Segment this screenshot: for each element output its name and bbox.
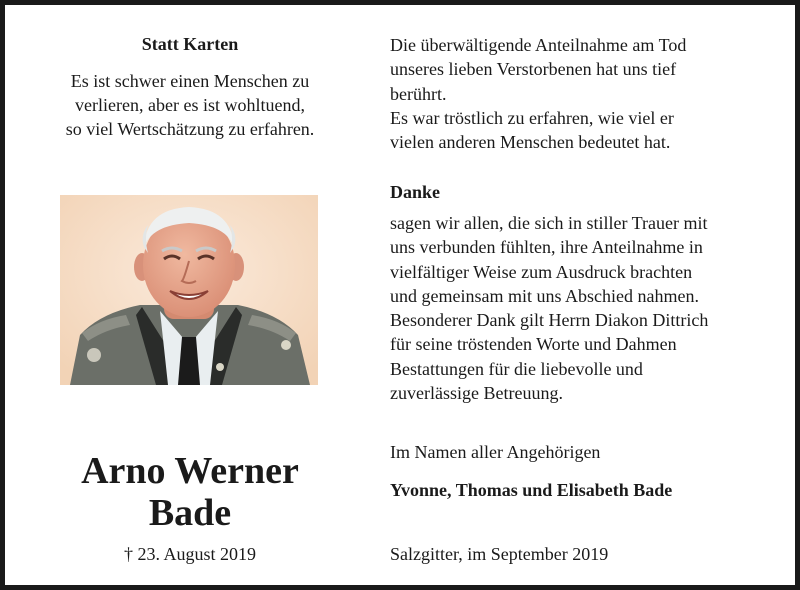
- deceased-name: [45, 450, 335, 534]
- sentence-line: verlieren, aber es ist wohltuend,: [75, 95, 305, 115]
- paragraph-line: und gemeinsam mit uns Abschied nahmen.: [390, 285, 699, 306]
- place-date: Salzgitter, im September 2019: [390, 544, 609, 564]
- paragraph-line: vielfältiger Weise zum Ausdruck brachten: [390, 261, 693, 282]
- gratitude-paragraph: [390, 33, 686, 154]
- thanks-heading: Danke: [390, 182, 441, 202]
- paragraph-line: Es war tröstlich zu erfahren, wie viel er: [390, 107, 674, 128]
- paragraph-line: Besonderer Dank gilt Herrn Diakon Dittrich: [390, 310, 709, 331]
- portrait-illustration: [60, 195, 318, 385]
- paragraph-line: sagen wir allen, die sich in stiller Trauer mit: [390, 213, 708, 233]
- paragraph-line: berührt.: [390, 83, 447, 104]
- name-line: Bade: [148, 492, 232, 534]
- paragraph-line: zuverlässige Betreuung.: [390, 383, 563, 404]
- paragraph-line: uns verbunden fühlten, ihre Anteilnahme in: [390, 237, 703, 258]
- sentence-line: Es ist schwer einen Menschen zu: [70, 71, 310, 91]
- family-names: Yvonne, Thomas und Elisabeth Bade: [390, 480, 673, 500]
- paragraph-line: Die überwältigende Anteilnahme am Tod: [390, 35, 687, 55]
- condolence-sentence: [45, 69, 335, 141]
- sentence-line: so viel Wertschätzung zu erfahren.: [65, 119, 315, 139]
- paragraph-line: Bestattungen für die liebevolle und: [390, 358, 643, 379]
- paragraph-line: für seine tröstenden Worte und Dahmen: [390, 334, 677, 355]
- death-date: † 23. August 2019: [123, 544, 256, 564]
- paragraph-line: vielen anderen Menschen bedeutet hat.: [390, 132, 671, 153]
- portrait-photo: [60, 195, 318, 385]
- on-behalf-line: Im Namen aller Angehörigen: [390, 442, 601, 462]
- name-line: Arno Werner: [81, 450, 299, 492]
- thanks-paragraph: [390, 211, 708, 405]
- paragraph-line: unseres lieben Verstorbenen hat uns tief: [390, 59, 677, 80]
- statt-karten-heading: Statt Karten: [141, 34, 239, 54]
